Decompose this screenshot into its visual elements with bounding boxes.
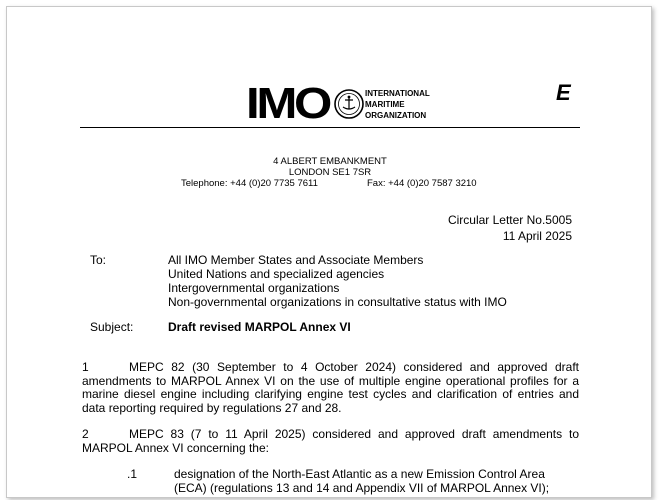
paragraph-2 — [82, 428, 579, 455]
imo-emblem-icon — [334, 89, 364, 119]
recipient: Non-governmental organizations in consultative status with IMO — [168, 295, 507, 309]
paragraph-1 — [82, 361, 579, 415]
address-street: 4 ALBERT EMBANKMENT — [273, 156, 387, 167]
paragraph-text: MEPC 83 (7 to 11 April 2025) considered and approved draft amendments to MARPOL Annex VI concerning the: — [82, 427, 579, 455]
item-text: designation of the North-East Atlantic as a new Emission Control Area (ECA) (regulations 13 and 14 and Appendix VII of MARPOL Annex VI); — [174, 467, 550, 495]
fax: Fax: +44 (0)20 7587 3210 — [367, 178, 477, 189]
subject-label: Subject: — [90, 320, 134, 334]
letterhead — [80, 76, 580, 128]
imo-logo — [246, 79, 364, 128]
telephone: Telephone: +44 (0)20 7735 7611 — [181, 178, 318, 189]
header-divider — [80, 127, 580, 128]
logo-wordmark: IMO — [246, 79, 330, 128]
circular-date: 11 April 2025 — [502, 229, 572, 243]
org-line: INTERNATIONAL — [365, 89, 430, 98]
paragraph-number: 1 — [82, 360, 89, 374]
paragraph-text: MEPC 82 (30 September to 4 October 2024) considered and approved draft amendments to MARPOL Annex VI on the use of multiple engine operational profiles for a marine diesel engine including clarifying engine test cycles and clarification of entries and data reporting required by regulations 27 and 28. — [82, 360, 579, 415]
item-number: .1 — [127, 467, 138, 481]
org-line: MARITIME — [365, 100, 405, 109]
to-label: To: — [90, 253, 107, 267]
recipients-list — [168, 253, 507, 309]
recipient: United Nations and specialized agencies — [168, 267, 385, 281]
circular-number: Circular Letter No.5005 — [447, 213, 572, 227]
paragraph-number: 2 — [82, 427, 89, 441]
org-line: ORGANIZATION — [365, 111, 427, 120]
address-city: LONDON SE1 7SR — [288, 167, 372, 178]
recipient: Intergovernmental organizations — [168, 281, 340, 295]
circular-info — [448, 212, 572, 244]
language-code: E — [556, 80, 571, 105]
recipient: All IMO Member States and Associate Members — [168, 253, 424, 267]
organization-name — [365, 88, 430, 121]
subject-text: Draft revised MARPOL Annex VI — [168, 320, 351, 334]
